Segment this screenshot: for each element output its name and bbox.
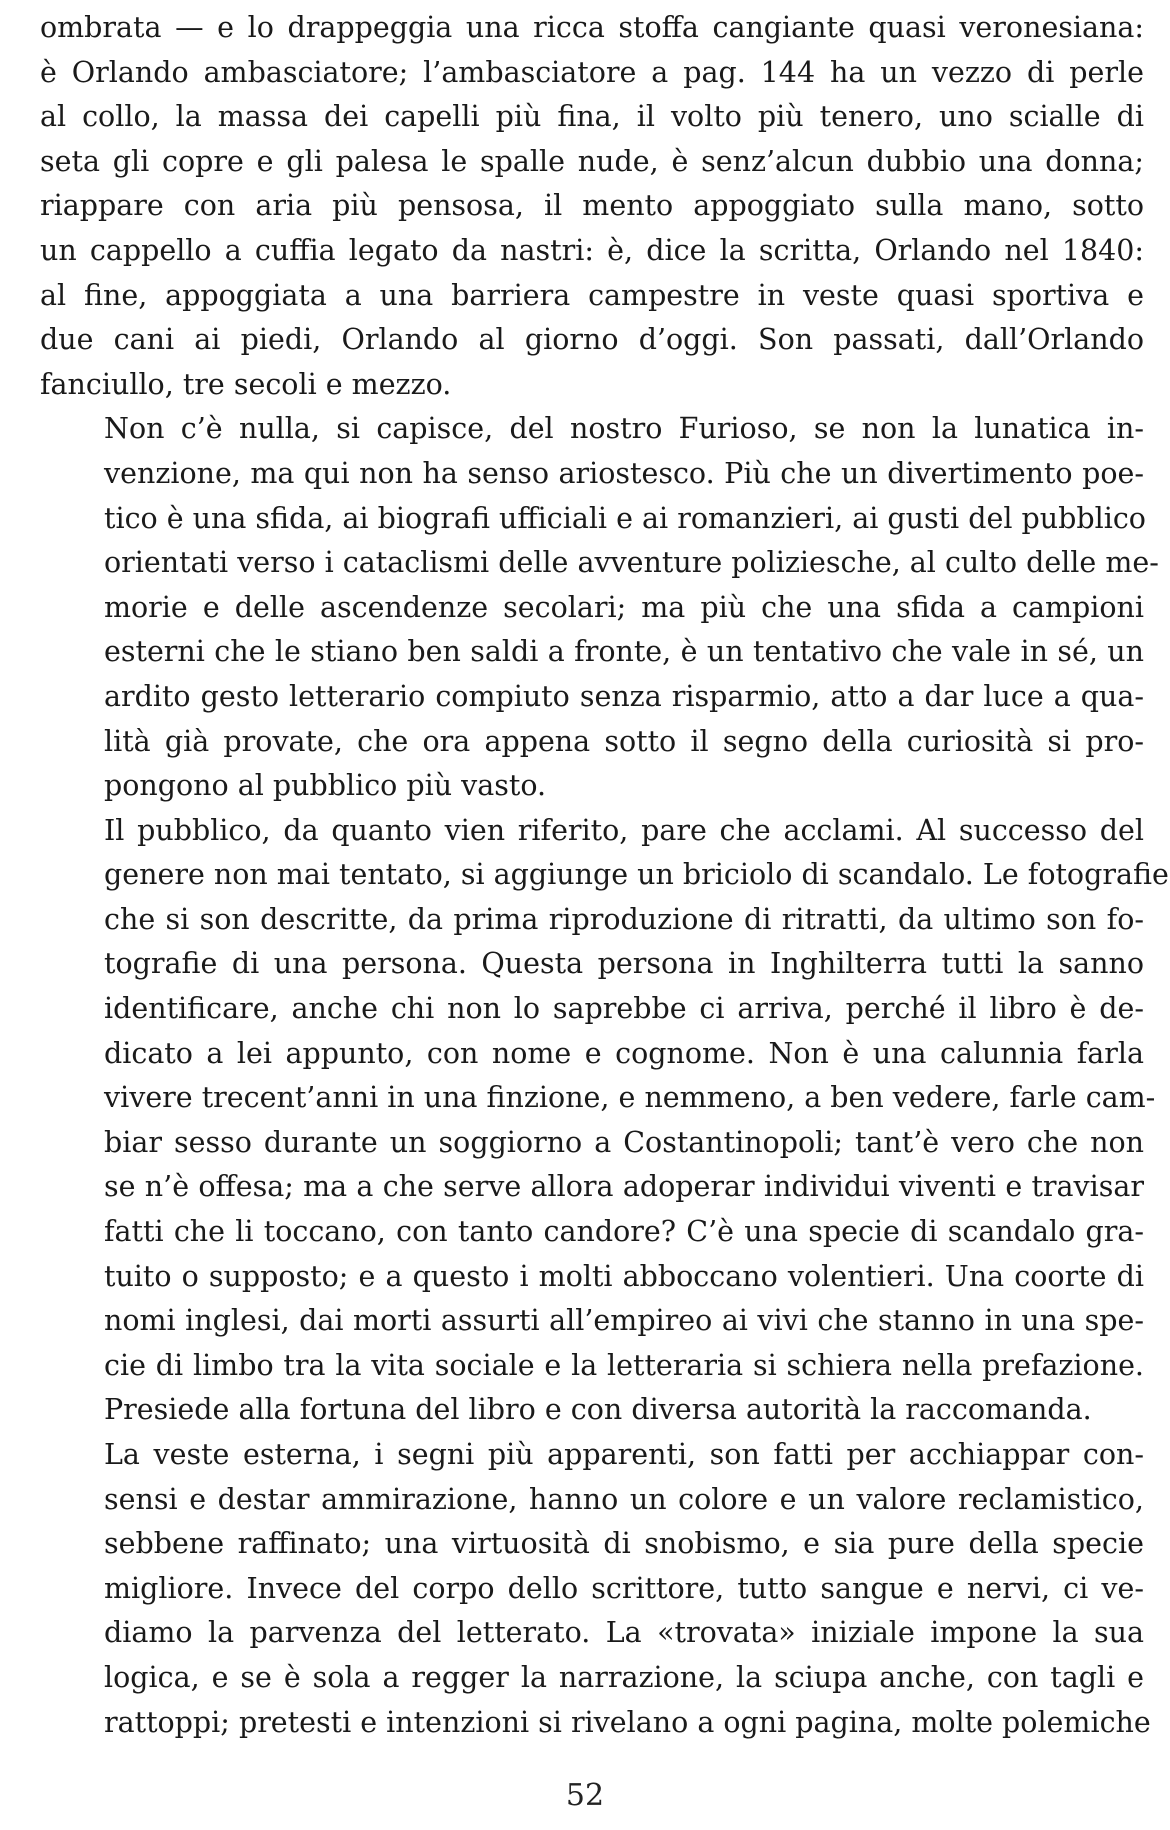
text-line: tografie di una persona. Questa persona in Inghilterra tutti la sanno <box>104 947 1144 981</box>
page-number: 52 <box>565 1778 605 1813</box>
text-line: identificare, anche chi non lo saprebbe ci arriva, perché il libro è de- <box>104 992 1144 1026</box>
text-line: Presiede alla fortuna del libro e con diversa autorità la raccomanda. <box>104 1393 1092 1427</box>
text-line: ardito gesto letterario compiuto senza risparmio, atto a dar luce a qua- <box>104 679 1144 713</box>
page-body <box>40 6 1169 1745</box>
text-line: fatti che li toccano, con tanto candore? C’è una specie di scandalo gra- <box>104 1215 1144 1249</box>
text-line: sebbene raffinato; una virtuosità di snobismo, e sia pure della specie <box>104 1527 1144 1561</box>
text-line: venzione, ma qui non ha senso ariostesco. Più che un divertimento poe- <box>104 456 1144 490</box>
text-line: La veste esterna, i segni più apparenti, son fatti per acchiappar con- <box>104 1438 1144 1471</box>
text-line: nomi inglesi, dai morti assurti all’empireo ai vivi che stanno in una spe- <box>104 1304 1144 1338</box>
text-line: lità già provate, che ora appena sotto il segno della curiosità si pro- <box>104 724 1144 758</box>
paragraph-3 <box>40 809 1169 1433</box>
text-line: seta gli copre e gli palesa le spalle nude, è senz’alcun dubbio una donna; <box>40 144 1144 178</box>
text-line: se n’è offesa; ma a che serve allora adoperar individui viventi e travisar <box>104 1170 1144 1204</box>
text-line: logica, e se è sola a regger la narrazione, la sciupa anche, con tagli e <box>104 1660 1144 1694</box>
text-line: un cappello a cuffia legato da nastri: è, dice la scritta, Orlando nel 1840: <box>40 233 1144 267</box>
text-line: migliore. Invece del corpo dello scrittore, tutto sangue e nervi, ci ve- <box>104 1571 1144 1605</box>
text-line: pongono al pubblico più vasto. <box>104 769 547 803</box>
text-line: fanciullo, tre secoli e mezzo. <box>40 367 452 401</box>
text-line: diamo la parvenza del letterato. La «trovata» iniziale impone la sua <box>104 1616 1144 1650</box>
text-line: Il pubblico, da quanto vien riferito, pare che acclami. Al successo del <box>104 813 1144 847</box>
text-line: rattoppi; pretesti e intenzioni si rivelano a ogni pagina, molte polemiche <box>104 1705 1151 1739</box>
text-line: esterni che le stiano ben saldi a fronte, è un tentativo che vale in sé, un <box>104 635 1144 669</box>
text-line: biar sesso durante un soggiorno a Costantinopoli; tant’è vero che non <box>104 1125 1144 1159</box>
text-line: riappare con aria più pensosa, il mento appoggiato sulla mano, sotto <box>40 189 1144 223</box>
text-line: che si son descritte, da prima riproduzione di ritratti, da ultimo son fo- <box>104 902 1144 936</box>
text-line: cie di limbo tra la vita sociale e la letteraria si schiera nella prefazione. <box>104 1348 1144 1382</box>
paragraph-1 <box>40 6 1144 407</box>
text-line: due cani ai piedi, Orlando al giorno d’oggi. Son passati, dall’Orlando <box>40 323 1144 357</box>
text-line: Non c’è nulla, si capisce, del nostro Furioso, se non la lunatica in- <box>104 412 1144 446</box>
text-line: al collo, la massa dei capelli più fina, il volto più tenero, uno scialle di <box>40 100 1144 134</box>
text-line: tico è una sfida, ai biografi ufficiali e ai romanzieri, ai gusti del pubblico <box>104 501 1146 535</box>
text-line: tuito o supposto; e a questo i molti abboccano volentieri. Una coorte di <box>104 1259 1144 1293</box>
text-line: è Orlando ambasciatore; l’ambasciatore a pag. 144 ha un vezzo di perle <box>40 55 1144 89</box>
text-line: vivere trecent’anni in una finzione, e nemmeno, a ben vedere, farle cam- <box>104 1081 1156 1115</box>
text-line: genere non mai tentato, si aggiunge un briciolo di scandalo. Le fotografie <box>104 858 1169 892</box>
text-line: ombrata — e lo drappeggia una ricca stoffa cangiante quasi veronesiana: <box>40 11 1144 44</box>
text-line: sensi e destar ammirazione, hanno un colore e un valore reclamistico, <box>104 1482 1144 1516</box>
text-line: dicato a lei appunto, con nome e cognome. Non è una calunnia farla <box>104 1036 1144 1070</box>
text-line: morie e delle ascendenze secolari; ma più che una sfida a campioni <box>104 590 1144 624</box>
text-line: al fine, appoggiata a una barriera campestre in veste quasi sportiva e <box>40 278 1144 312</box>
paragraph-2 <box>40 407 1159 808</box>
text-line: orientati verso i cataclismi delle avventure poliziesche, al culto delle me- <box>104 546 1159 580</box>
paragraph-4 <box>40 1433 1151 1745</box>
